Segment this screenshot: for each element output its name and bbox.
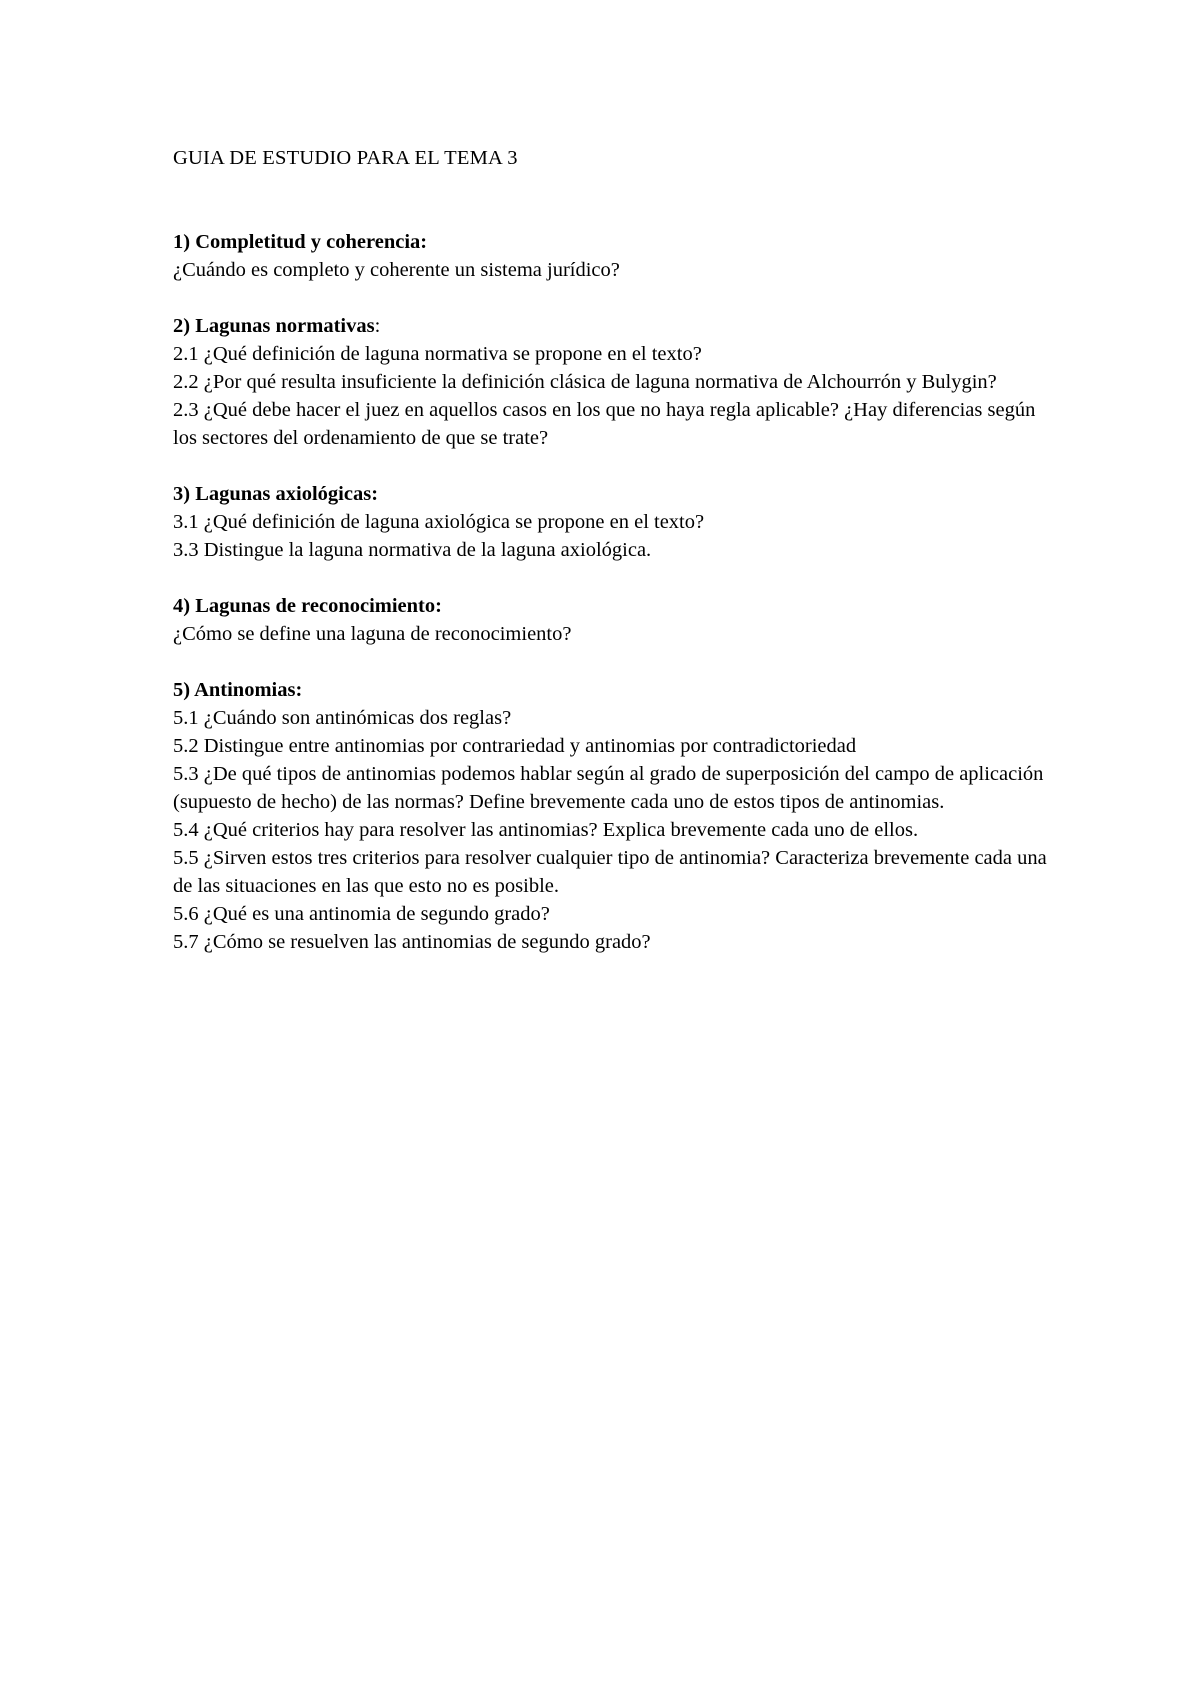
question-item: 2.2 ¿Por qué resulta insuficiente la definición clásica de laguna normativa de Alchourrón y Bulygin? — [173, 371, 997, 393]
document-title: GUIA DE ESTUDIO PARA EL TEMA 3 — [173, 147, 518, 169]
question-item: 5.5 ¿Sirven estos tres criterios para resolver cualquier tipo de antinomia? Caracteriza brevemente cada una de las situaciones en las que esto no es posible. — [173, 847, 1047, 897]
question-item: 3.3 Distingue la laguna normativa de la laguna axiológica. — [173, 539, 652, 561]
section-heading — [173, 228, 1053, 256]
section-heading-text: 1) Completitud y coherencia: — [173, 231, 428, 253]
question-item: 5.6 ¿Qué es una antinomia de segundo grado? — [173, 903, 550, 925]
question-item: ¿Cómo se define una laguna de reconocimiento? — [173, 623, 572, 645]
section-heading — [173, 312, 1053, 340]
question-item: 5.3 ¿De qué tipos de antinomias podemos hablar según al grado de superposición del campo de aplicación (supuesto de hecho) de las normas? Define brevemente cada uno de estos tipos de antinomias. — [173, 763, 1044, 813]
question-item: ¿Cuándo es completo y coherente un sistema jurídico? — [173, 259, 620, 281]
section-lagunas-reconocimiento — [173, 592, 1053, 648]
section-lagunas-axiologicas — [173, 480, 1053, 564]
question-item: 5.2 Distingue entre antinomias por contrariedad y antinomias por contradictoriedad — [173, 735, 857, 757]
question-item: 5.4 ¿Qué criterios hay para resolver las antinomias? Explica brevemente cada uno de ellos. — [173, 819, 919, 841]
section-heading — [173, 592, 1053, 620]
section-heading-text: 4) Lagunas de reconocimiento: — [173, 595, 442, 617]
section-completitud — [173, 228, 1053, 284]
section-heading-text: 3) Lagunas axiológicas: — [173, 483, 379, 505]
document-body — [173, 228, 1053, 984]
section-heading-text: 5) Antinomias: — [173, 679, 303, 701]
section-lagunas-normativas — [173, 312, 1053, 452]
section-heading — [173, 676, 1053, 704]
section-heading-suffix: : — [374, 315, 381, 337]
question-item: 2.1 ¿Qué definición de laguna normativa se propone en el texto? — [173, 343, 702, 365]
section-heading-text: 2) Lagunas normativas — [173, 315, 375, 337]
question-item: 5.7 ¿Cómo se resuelven las antinomias de segundo grado? — [173, 931, 651, 953]
question-item: 5.1 ¿Cuándo son antinómicas dos reglas? — [173, 707, 512, 729]
question-item: 3.1 ¿Qué definición de laguna axiológica se propone en el texto? — [173, 511, 705, 533]
question-item: 2.3 ¿Qué debe hacer el juez en aquellos casos en los que no haya regla aplicable? ¿Hay diferencias según los sectores del ordenamiento de que se trate? — [173, 399, 1036, 449]
section-antinomias — [173, 676, 1053, 956]
section-heading — [173, 480, 1053, 508]
